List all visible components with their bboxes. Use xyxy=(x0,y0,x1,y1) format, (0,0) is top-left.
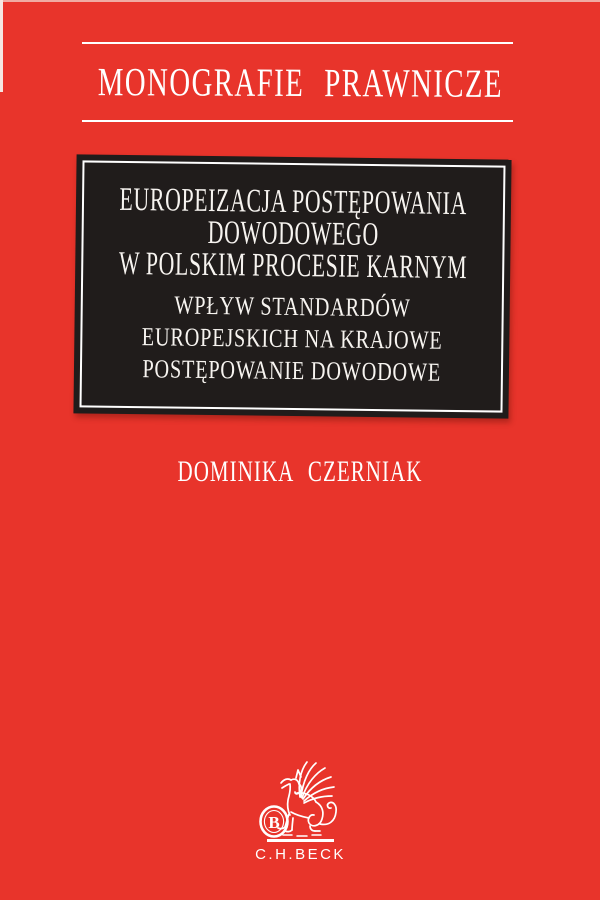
title-panel-content xyxy=(82,162,504,410)
griffin-head xyxy=(281,770,301,794)
title-panel xyxy=(73,154,511,418)
author-row xyxy=(0,455,600,489)
griffin-ground xyxy=(283,835,321,836)
logo-rule xyxy=(267,839,334,842)
book-title-line: DOWODOWEGO xyxy=(207,214,379,254)
publisher-name: C.H.BECK xyxy=(255,846,346,863)
book-subtitle-line: WPŁYW STANDARDÓW xyxy=(173,290,411,323)
publisher-logo xyxy=(0,760,600,863)
book-subtitle-line: EUROPEJSKICH NA KRAJOWE xyxy=(141,322,443,355)
series-rule-bottom xyxy=(82,120,513,122)
beck-griffin-icon xyxy=(254,760,346,838)
publisher-monogram: B xyxy=(268,813,280,832)
book-title-line: EUROPEIZACJA POSTĘPOWANIA xyxy=(119,181,468,223)
griffin-wing xyxy=(299,762,334,803)
series-header xyxy=(0,43,600,122)
author-name: DOMINIKA CZERNIAK xyxy=(177,455,423,488)
series-title: MONOGRAFIE PRAWNICZE xyxy=(97,58,503,106)
book-subtitle-line: POSTĘPOWANIE DOWODOWE xyxy=(142,354,441,387)
book-subtitle xyxy=(98,289,485,390)
book-title-line: W POLSKIM PROCESIE KARNYM xyxy=(118,245,468,287)
scan-edge-top xyxy=(0,0,600,2)
